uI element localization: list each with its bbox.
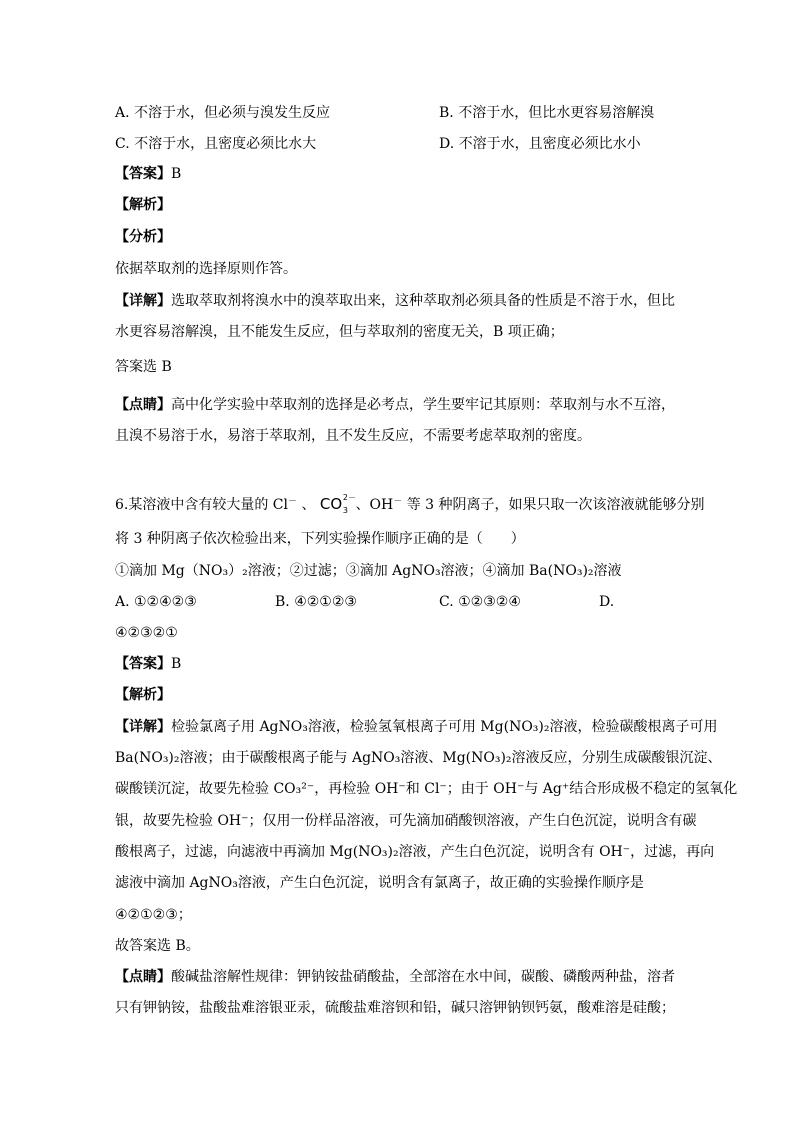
q6-detail-line-6: 滤液中滴加 AgNO₃溶液，产生白色沉淀，说明含有氯离子，故正确的实验操作顺序是 (115, 875, 644, 891)
q5-detail-line-2: 水更容易溶解溴，且不能发生反应，但与萃取剂的密度无关，B 项正确； (115, 324, 564, 340)
answer-value: B (171, 166, 182, 182)
q5-option-c: C. 不溶于水，且密度必须比水大 (115, 136, 317, 152)
detail-text: 选取萃取剂将溴水中的溴萃取出来，这种萃取剂必须具备的性质是不溶于水，但比 (171, 293, 675, 309)
q6-stem-line-2: 将 3 种阴离子依次检验出来，下列实验操作顺序正确的是（ ） (115, 531, 525, 547)
q6-analysis-heading: 【解析】 (115, 687, 171, 703)
answer-tag: 【答案】 (115, 166, 171, 182)
q6-conclusion: 故答案选 B。 (115, 938, 200, 954)
stem-part-c: 、OH (355, 497, 394, 513)
q5-option-b: B. 不溶于水，但比水更容易溶解溴 (439, 105, 655, 121)
q6-option-c: C. ①②③②④ (439, 594, 521, 610)
q6-detail-line-4: 银，故要先检验 OH⁻；仅用一份样品溶液，可先滴加硝酸钡溶液，产生白色沉淀，说明含有碳 (115, 813, 697, 829)
q6-option-d-value: ④②③②① (115, 625, 178, 641)
q6-detail-line-2: Ba(NO₃)₂溶液；由于碳酸根离子能与 AgNO₃溶液、Mg(NO₃)₂溶液反应，分别生成碳酸银沉淀、 (115, 750, 722, 766)
stem-part-b: 、 (301, 497, 316, 513)
q5-fenxi-text: 依据萃取剂的选择原则作答。 (115, 261, 297, 277)
q6-dianjing-line-1 (115, 967, 675, 987)
q5-analysis-heading: 【解析】 (115, 197, 171, 213)
q6-option-b: B. ④②①②③ (275, 594, 357, 610)
q6-stem-line-1: 6.某溶液中含有较大量的 Cl－ 、 CO 2－ 3 、OH－ 等 3 种阴离子，如果只取一次该溶液就能够分别 (115, 493, 705, 515)
q5-dianjing-line-1 (115, 395, 675, 415)
answer-value: B (171, 656, 182, 672)
q6-detail-line-5: 酸根离子，过滤，向滤液中再滴加 Mg(NO₃)₂溶液，产生白色沉淀，说明含有 OH⁻，过滤，再向 (115, 844, 715, 860)
dianjing-text: 高中化学实验中萃取剂的选择是必考点，学生要牢记其原则：萃取剂与水不互溶， (171, 397, 675, 413)
dianjing-text: 酸碱盐溶解性规律：钾钠铵盐硝酸盐，全部溶在水中间，碳酸、磷酸两种盐，溶者 (171, 969, 675, 985)
q5-detail-line-1 (115, 291, 675, 311)
q6-detail-line-1 (115, 717, 717, 737)
q5-answer-line: 答案选 B (115, 359, 172, 375)
q5-dianjing-line-2: 且溴不易溶于水，易溶于萃取剂，且不发生反应，不需要考虑萃取剂的密度。 (115, 428, 591, 444)
q6-detail-line-3: 碳酸镁沉淀，故要先检验 CO₃²⁻，再检验 OH⁻和 Cl⁻；由于 OH⁻与 Ag⁺结合形成极不稳定的氢氧化 (115, 781, 738, 797)
q5-option-a: A. 不溶于水，但必须与溴发生反应 (115, 105, 331, 121)
q5-fenxi-heading: 【分析】 (115, 229, 171, 245)
q5-answer (115, 164, 181, 184)
detail-tag: 【详解】 (115, 293, 171, 309)
dianjing-tag: 【点睛】 (115, 969, 171, 985)
detail-tag: 【详解】 (115, 719, 171, 735)
answer-tag: 【答案】 (115, 656, 171, 672)
q6-detail-line-7: ④②①②③； (115, 907, 192, 923)
stem-part-a: 6.某溶液中含有较大量的 Cl (115, 497, 288, 513)
stem-part-d: 等 3 种阴离子，如果只取一次该溶液就能够分别 (406, 497, 705, 513)
carbonate-formula: CO 2－ 3 (319, 493, 357, 515)
q6-option-d: D. (599, 594, 615, 610)
dianjing-tag: 【点睛】 (115, 397, 171, 413)
q6-option-a: A. ①②④②③ (115, 594, 197, 610)
q6-steps: ①滴加 Mg（NO₃）₂溶液；②过滤；③滴加 AgNO₃溶液；④滴加 Ba(NO₃)₂溶液 (115, 563, 622, 579)
detail-text: 检验氯离子用 AgNO₃溶液，检验氢氧根离子可用 Mg(NO₃)₂溶液，检验碳酸根离子可用 (171, 719, 718, 735)
q5-option-d: D. 不溶于水，且密度必须比水小 (439, 136, 641, 152)
q6-answer (115, 654, 181, 674)
q6-dianjing-line-2: 只有钾钠铵，盐酸盐难溶银亚汞，硫酸盐难溶钡和铅，碱只溶钾钠钡钙氨，酸难溶是硅酸； (115, 1000, 675, 1016)
